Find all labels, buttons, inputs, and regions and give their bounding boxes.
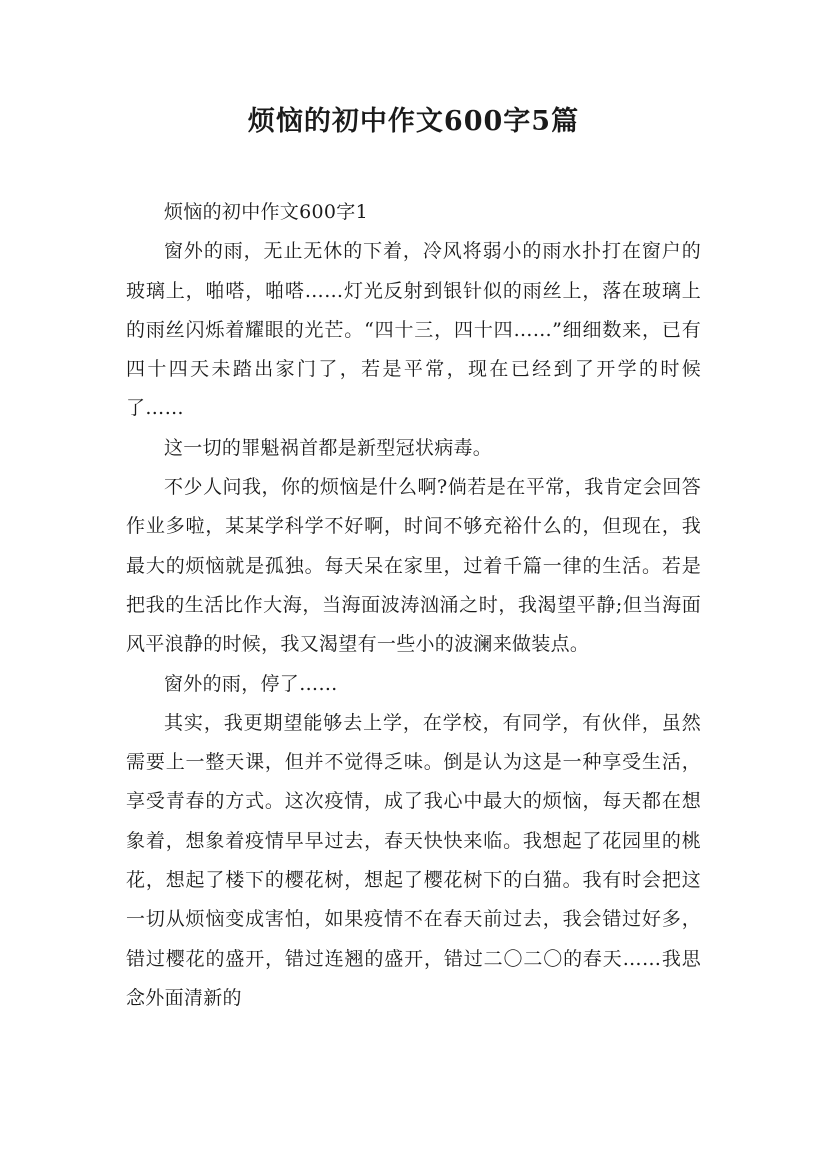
paragraph: 窗外的雨，无止无休的下着，冷风将弱小的雨水扑打在窗户的玻璃上，啪嗒，啪嗒……灯光反射到银针似的雨丝上，落在玻璃上的雨丝闪烁着耀眼的光芒。“四十三，四十四……”细细数来，已有四十四天未踏出家门了，若是平常，现在已经到了开学的时候了…… xyxy=(126,240,701,420)
paragraph: 其实，我更期望能够去上学，在学校，有同学，有伙伴，虽然需要上一整天课，但并不觉得乏味。倒是认为这是一种享受生活，享受青春的方式。这次疫情，成了我心中最大的烦恼，每天都在想象着，想象着疫情早早过去，春天快快来临。我想起了花园里的桃花，想起了楼下的樱花树，想起了樱花树下的白猫。我有时会把这一切从烦恼变成害怕，如果疫情不在春天前过去，我会错过好多，错过樱花的盛开，错过连翘的盛开，错过二〇二〇的春天……我思念外面清新的 xyxy=(126,711,701,1009)
essay-subtitle: 烦恼的初中作文600字1 xyxy=(164,201,368,223)
paragraph: 不少人问我，你的烦恼是什么啊?倘若是在平常，我肯定会回答作业多啦，某某学科学不好啊，时间不够充裕什么的，但现在，我最大的烦恼就是孤独。每天呆在家里，过着千篇一律的生活。若是把我的生活比作大海，当海面波涛汹涌之时，我渴望平静;但当海面风平浪静的时候，我又渴望有一些小的波澜来做装点。 xyxy=(126,476,701,656)
paragraph: 窗外的雨，停了…… xyxy=(164,672,338,695)
document-body xyxy=(126,193,701,1018)
paragraph: 这一切的罪魁祸首都是新型冠状病毒。 xyxy=(164,436,493,459)
document-title: 烦恼的初中作文600字5篇 xyxy=(247,106,580,137)
